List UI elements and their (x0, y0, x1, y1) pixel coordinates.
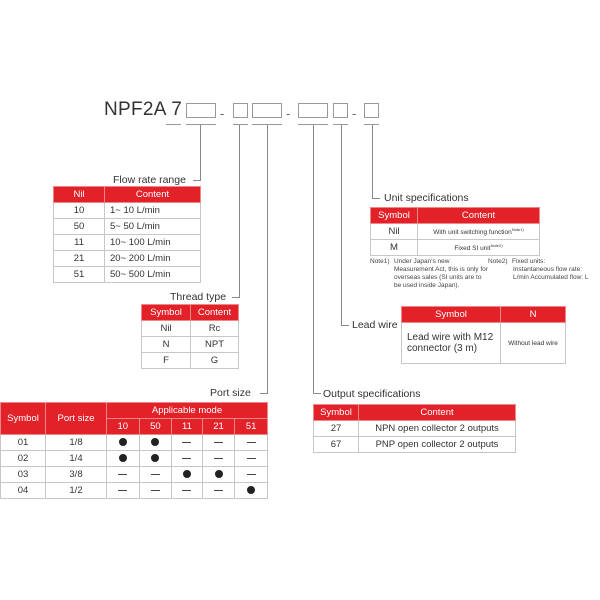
table-row (54, 235, 201, 251)
applicable-dot-icon (151, 438, 159, 446)
header-cell: Port size (46, 403, 107, 435)
table-row (142, 321, 239, 337)
cell: N (142, 337, 191, 353)
flow-rate-table (53, 186, 201, 283)
not-applicable-dash-icon (118, 490, 127, 491)
header-cell: Symbol (402, 307, 501, 323)
table-row (1, 483, 268, 499)
cell (202, 451, 235, 467)
header-cell: Symbol (1, 403, 46, 435)
cell (139, 435, 172, 451)
cell: Lead wire with M12 connector (3 m) (402, 323, 501, 364)
output-spec-table (313, 404, 516, 453)
not-applicable-dash-icon (247, 458, 256, 459)
connector-unit (372, 125, 373, 198)
cell: 02 (1, 451, 46, 467)
note2-line3: L/min Accumulated flow: L (513, 274, 589, 281)
note1-label: Note1) (370, 258, 390, 265)
note-ref: Note2) (490, 242, 503, 248)
cell: NPN open collector 2 outputs (359, 421, 516, 437)
connector-lead-h (341, 325, 349, 326)
lead-wire-label: Lead wire (352, 319, 398, 331)
cell: 11 (54, 235, 105, 251)
cell: 10~ 100 L/min (105, 235, 201, 251)
cell (235, 467, 268, 483)
table-row (314, 421, 516, 437)
cell (172, 467, 203, 483)
cell: PNP open collector 2 outputs (359, 437, 516, 453)
not-applicable-dash-icon (151, 490, 160, 491)
cell (172, 483, 203, 499)
cell (418, 224, 540, 240)
cell (202, 483, 235, 499)
header-cell: Content (418, 208, 540, 224)
header-cell: Applicable mode (107, 403, 268, 419)
port-size-label: Port size (210, 387, 251, 399)
connector-flow-rate (200, 125, 201, 180)
code-box-unit (364, 103, 379, 118)
not-applicable-dash-icon (247, 474, 256, 475)
separator: - (286, 106, 291, 121)
cell: Without lead wire (501, 323, 566, 364)
header-cell: N (501, 307, 566, 323)
code-box-thread (233, 103, 248, 118)
cell: 10 (54, 203, 105, 219)
cell (172, 451, 203, 467)
cell (235, 483, 268, 499)
cell: Nil (142, 321, 191, 337)
model-prefix: NPF2A 7 (104, 99, 183, 120)
mode-header-cell: 21 (202, 419, 235, 435)
table-row (1, 451, 268, 467)
note2-line2: Instantaneous flow rate: (513, 266, 583, 273)
cell: F (142, 353, 191, 369)
table-row (314, 437, 516, 453)
cell (107, 435, 140, 451)
applicable-dot-icon (183, 470, 191, 478)
applicable-dot-icon (119, 438, 127, 446)
not-applicable-dash-icon (182, 442, 191, 443)
connector-output-h (313, 393, 321, 394)
underline (186, 124, 216, 125)
code-box-lead (333, 103, 348, 118)
connector-thread-h (232, 297, 240, 298)
connector-port-h (260, 393, 268, 394)
header-cell: Nil (54, 187, 105, 203)
cell (418, 240, 540, 256)
note-ref: Note1) (511, 226, 524, 232)
flow-rate-label: Flow rate range (113, 174, 186, 186)
cell: 50~ 500 L/min (105, 267, 201, 283)
connector-port (267, 125, 268, 393)
cell: 1~ 10 L/min (105, 203, 201, 219)
not-applicable-dash-icon (118, 474, 127, 475)
connector-output (313, 125, 314, 393)
unit-spec-label: Unit specifications (384, 192, 469, 204)
mode-header-cell: 10 (107, 419, 140, 435)
cell: NPT (191, 337, 239, 353)
cell: 20~ 200 L/min (105, 251, 201, 267)
table-row (54, 219, 201, 235)
cell: G (191, 353, 239, 369)
cell: 21 (54, 251, 105, 267)
not-applicable-dash-icon (214, 458, 223, 459)
header-cell: Content (191, 305, 239, 321)
separator: - (352, 106, 357, 121)
cell (202, 467, 235, 483)
applicable-dot-icon (119, 454, 127, 462)
table-row (54, 203, 201, 219)
cell: 03 (1, 467, 46, 483)
header-cell: Content (105, 187, 201, 203)
note2-label: Note2) (488, 258, 508, 265)
applicable-dot-icon (215, 470, 223, 478)
underline (166, 124, 181, 125)
cell-text: With unit switching function (433, 229, 512, 237)
table-row (54, 251, 201, 267)
connector-unit-h (372, 198, 380, 199)
table-row (371, 240, 540, 256)
thread-type-table (141, 304, 239, 369)
connector-lead (341, 125, 342, 325)
not-applicable-dash-icon (151, 474, 160, 475)
unit-spec-table (370, 207, 540, 256)
cell: 1/2 (46, 483, 107, 499)
cell: 3/8 (46, 467, 107, 483)
mode-header-cell: 51 (235, 419, 268, 435)
table-row (1, 467, 268, 483)
table-row (142, 337, 239, 353)
mode-header-cell: 11 (172, 419, 203, 435)
cell (139, 483, 172, 499)
separator: - (220, 106, 225, 121)
table-row (142, 353, 239, 369)
header-cell: Symbol (371, 208, 418, 224)
header-cell: Content (359, 405, 516, 421)
cell: 01 (1, 435, 46, 451)
cell: 67 (314, 437, 359, 453)
table-row (402, 323, 566, 364)
table-row (1, 435, 268, 451)
not-applicable-dash-icon (247, 442, 256, 443)
cell (235, 451, 268, 467)
underline (233, 124, 248, 125)
thread-type-label: Thread type (170, 291, 227, 303)
not-applicable-dash-icon (182, 458, 191, 459)
cell (139, 451, 172, 467)
cell: 27 (314, 421, 359, 437)
cell (172, 435, 203, 451)
cell: Rc (191, 321, 239, 337)
port-size-table (0, 402, 268, 499)
header-cell: Symbol (314, 405, 359, 421)
code-box-port (252, 103, 282, 118)
cell: 1/4 (46, 451, 107, 467)
not-applicable-dash-icon (214, 490, 223, 491)
code-box-output (298, 103, 328, 118)
not-applicable-dash-icon (214, 442, 223, 443)
mode-header-cell: 50 (139, 419, 172, 435)
cell (107, 467, 140, 483)
cell: Nil (371, 224, 418, 240)
code-box-flow-rate (186, 103, 216, 118)
note2-line1: Fixed units: (512, 258, 546, 265)
cell: 51 (54, 267, 105, 283)
header-cell: Symbol (142, 305, 191, 321)
table-row (54, 267, 201, 283)
output-spec-label: Output specifications (323, 388, 421, 400)
cell: M (371, 240, 418, 256)
cell: 5~ 50 L/min (105, 219, 201, 235)
connector-thread (239, 125, 240, 297)
cell-text: Fixed SI unit (454, 245, 491, 253)
cell: 50 (54, 219, 105, 235)
cell: 1/8 (46, 435, 107, 451)
connector-flow-rate-h (193, 180, 201, 181)
cell (107, 451, 140, 467)
cell (235, 435, 268, 451)
note1-text: Under Japan's new Measurement Act, this is only for overseas sales (SI units are to be used inside Japan). (394, 258, 488, 289)
cell (107, 483, 140, 499)
table-row (371, 224, 540, 240)
cell (139, 467, 172, 483)
cell: 04 (1, 483, 46, 499)
applicable-dot-icon (151, 454, 159, 462)
cell (202, 435, 235, 451)
applicable-dot-icon (247, 486, 255, 494)
not-applicable-dash-icon (182, 490, 191, 491)
lead-wire-table (401, 306, 566, 364)
